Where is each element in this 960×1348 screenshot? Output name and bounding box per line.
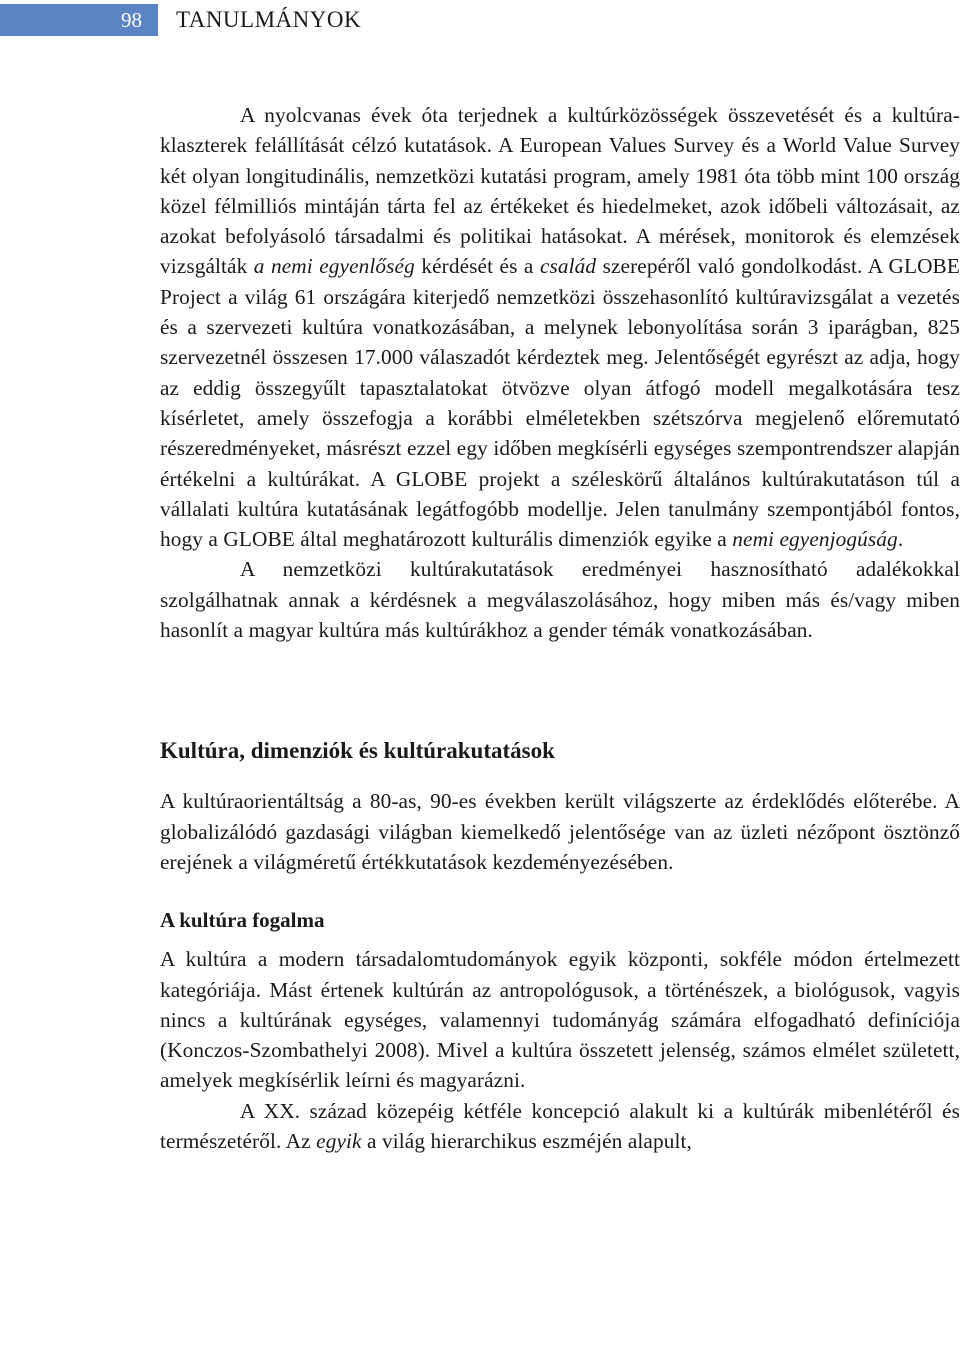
intro-paragraph-2: A nemzetközi kultúrakutatások eredményei hasznosítható adalékokkal szolgálhatnak annak a kérdésnek a megválaszolásához, hogy miben más és/vagy miben hasonlít a magyar kultúra más kultúrákhoz a gender témák vonatkozásában. — [160, 557, 960, 643]
emphasis-one: egyik — [316, 1129, 362, 1154]
emphasis-family: család — [539, 254, 597, 279]
article-body — [160, 100, 960, 1156]
page-header — [0, 0, 960, 40]
text-run: kérdését és a — [414, 254, 540, 279]
text-run: a világ hierarchikus eszméjén alapult, — [361, 1129, 692, 1154]
subsection-heading-culture-concept: A kultúra fogalma — [160, 908, 325, 933]
text-run: . — [897, 527, 904, 552]
emphasis-gender-egalitarianism: nemi egyenjogúság — [732, 527, 898, 552]
section2-paragraph-1: A kultúra a modern társadalomtudományok egyik központi, sokféle módon értelmezett kategóriája. Mást értenek kultúrán az antropológusok, a történészek, a biológusok, vagyis nincs a kultúrának egységes, valamennyi tudományág számára elfogadható definíciója (Konczos-Szombathelyi 2008). Mivel a kultúra összetett jelenség, számos elmélet született, amelyek megkísérlik leírni és magyarázni. — [160, 947, 960, 1093]
intro-paragraph-1 — [160, 100, 960, 554]
section-heading-culture-dimensions: Kultúra, dimenziók és kultúrakutatások — [160, 738, 555, 764]
text-run: A nyolcvanas évek óta terjednek a kultúrközösségek összevetését és a kultúra-klaszterek felállítását célzó kutatások. A European Values Survey és a World Value Survey két olyan longitudinális, nemzetközi kutatási program, amely 1981 óta több mint 100 ország közel félmilliós mintáján tárta fel az értékeket és hiedelmeket, azok időbeli változásait, az azokat befolyásoló társadalmi és politikai hatásokat. A mérések, monitorok és elemzések vizsgálták — [160, 103, 960, 279]
running-section-title: TANULMÁNYOK — [176, 7, 362, 32]
emphasis-gender-equality: a nemi egyenlőség — [253, 254, 415, 279]
page-number: 98 — [0, 4, 158, 36]
text-run: szerepéről való gondolkodást. A GLOBE Project a világ 61 országára kiterjedő nemzetközi összehasonlító kultúravizsgálat a vezetés és a szervezeti kultúra vonatkozásában, a melynek lebonyolítása során 3 iparágban, 825 szervezetnél összesen 17.000 válaszadót kérdeztek meg. Jelentőségét egyrészt az adja, hogy az eddig összegyűlt tapasztalatokat ötvözve olyan átfogó modell megalkotására tesz kísérletet, amely összefogja a korábbi elméletekben szétszórva megjelenő előremutató részeredményeket, másrészt ezzel egy időben megkísérli egységes szempontrendszer alapján értékelni a kultúrákat. A GLOBE projekt a széleskörű általános kultúrakutatáson túl a vállalati kultúra kutatásának legátfogóbb modellje. Jelen tanulmány szempontjából fontos, hogy a GLOBE által meghatározott kulturális dimenziók egyike a — [160, 254, 960, 552]
section1-paragraph-1: A kultúraorientáltság a 80-as, 90-es években került világszerte az érdeklődés előterébe. A globalizálódó gazdasági világban kiemelkedő jelentősége van az üzleti nézőpont ösztönző erejének a világméretű értékkutatások kezdeményezésében. — [160, 789, 960, 874]
text-run: A XX. század közepéig kétféle koncepció alakult ki a kultúrák mibenlétéről és természetéről. Az — [160, 1098, 960, 1154]
section2-paragraph-2 — [160, 1096, 960, 1157]
